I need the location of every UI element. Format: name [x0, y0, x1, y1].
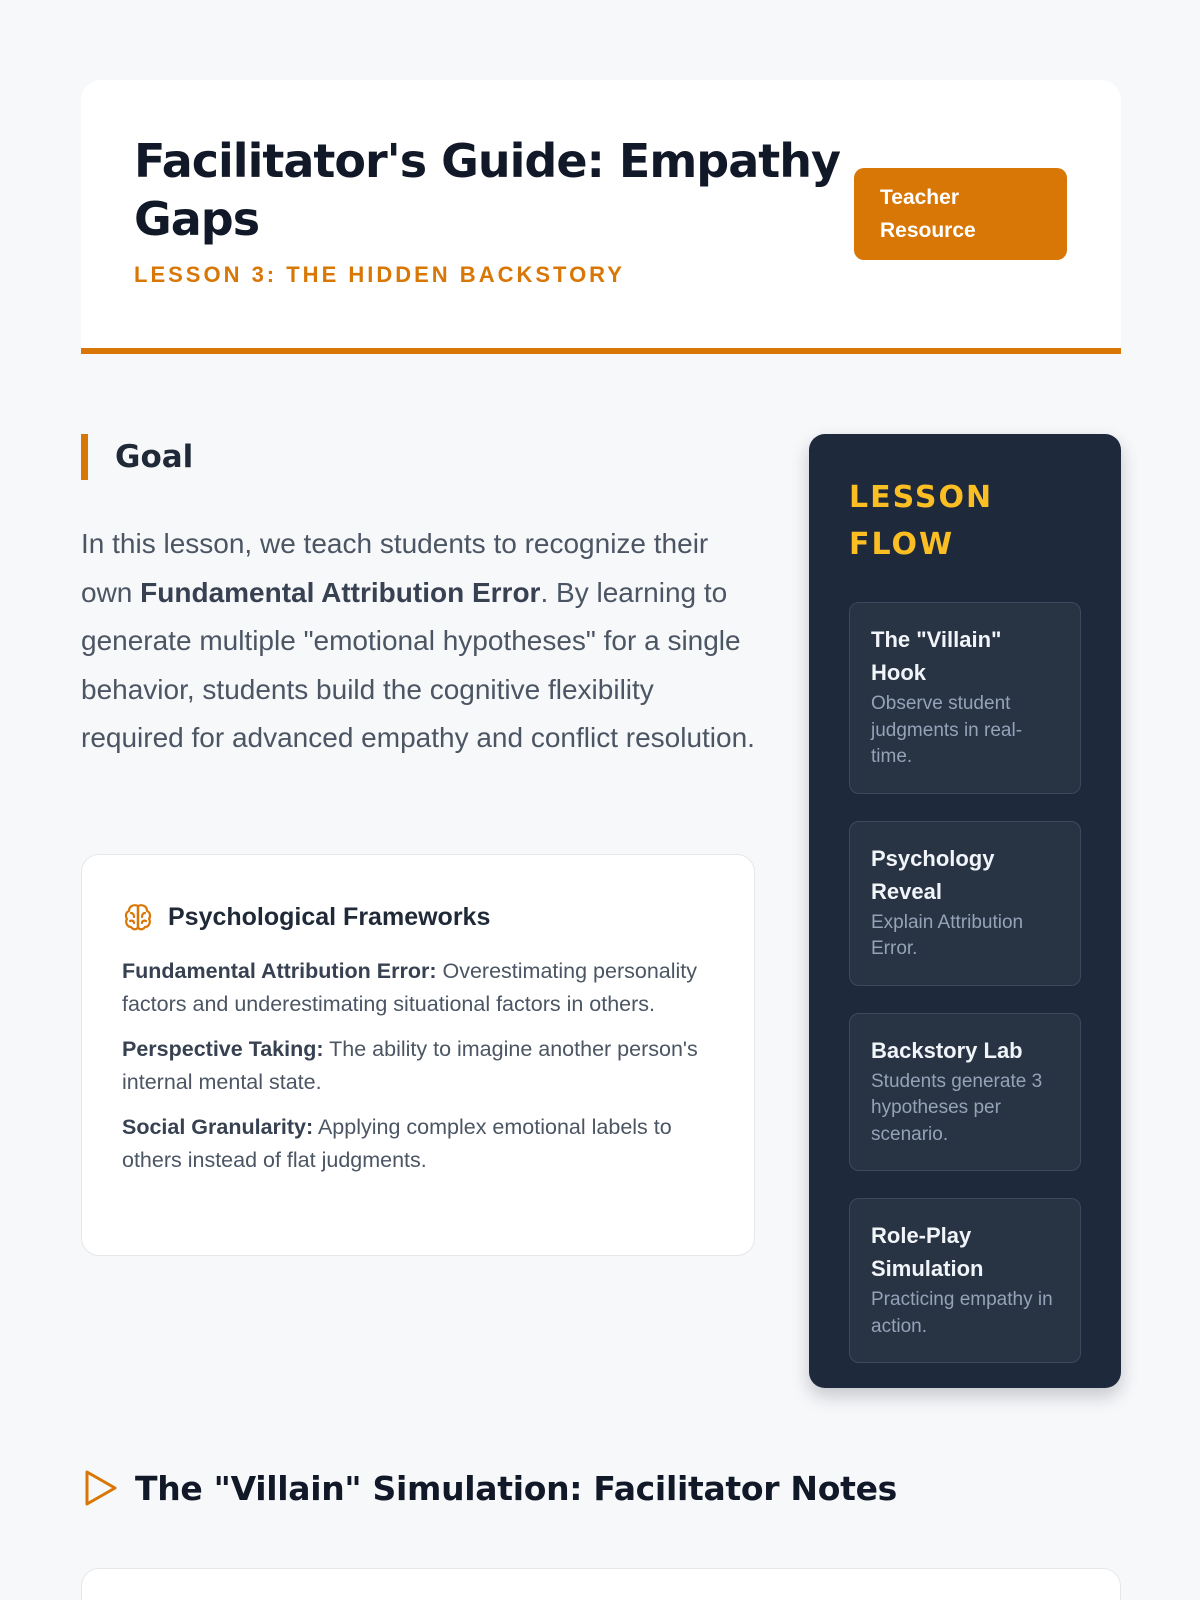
- flow-step-villain-hook[interactable]: [849, 602, 1081, 794]
- framework-term: Fundamental Attribution Error:: [122, 959, 437, 983]
- flow-step-name: Backstory Lab: [871, 1037, 1023, 1063]
- framework-item: [122, 1033, 714, 1099]
- page-header: [81, 80, 1121, 354]
- teacher-resource-badge: Teacher Resource: [854, 168, 1067, 260]
- framework-term: Perspective Taking:: [122, 1037, 324, 1061]
- flow-step-psychology-reveal[interactable]: [849, 821, 1081, 986]
- flow-step-role-play[interactable]: [849, 1198, 1081, 1363]
- flow-step-description: Practicing empathy in action.: [871, 1289, 1053, 1337]
- page-title: Facilitator's Guide: Empathy Gaps: [134, 134, 840, 246]
- framework-item: [122, 1111, 714, 1177]
- lesson-subtitle: LESSON 3: THE HIDDEN BACKSTORY: [134, 262, 625, 287]
- framework-definition: The ability to imagine another person's internal mental state.: [122, 1037, 698, 1094]
- flow-step-description: Observe student judgments in real-time.: [871, 693, 1023, 767]
- frameworks-header: [122, 897, 714, 937]
- flow-step-backstory-lab[interactable]: [849, 1013, 1081, 1172]
- simulation-header: [81, 1468, 897, 1508]
- framework-definition: Applying complex emotional labels to others instead of flat judgments.: [122, 1115, 672, 1172]
- goal-text-emphasis: Fundamental Attribution Error: [140, 576, 541, 608]
- goal-text: [81, 520, 761, 763]
- play-icon: [83, 1468, 119, 1508]
- framework-term: Social Granularity:: [122, 1115, 314, 1139]
- lesson-flow-sidebar: [809, 434, 1121, 1388]
- framework-definition: Overestimating personality factors and underestimating situational factors in others.: [122, 959, 698, 1016]
- brain-icon: [122, 901, 154, 933]
- framework-item: [122, 955, 714, 1021]
- simulation-notes-card: [81, 1568, 1121, 1600]
- goal-heading: Goal: [81, 434, 193, 480]
- flow-step-description: Explain Attribution Error.: [871, 911, 1024, 959]
- frameworks-title: Psychological Frameworks: [168, 902, 491, 931]
- frameworks-card: [81, 854, 755, 1256]
- flow-step-name: The "Villain" Hook: [871, 627, 1002, 685]
- simulation-title: The "Villain" Simulation: Facilitator Notes: [135, 1468, 898, 1508]
- goal-text-start: In this lesson, we teach students to recognize their own: [81, 528, 709, 608]
- lesson-flow-title: LESSON FLOW: [849, 480, 994, 562]
- flow-step-description: Students generate 3 hypotheses per scenario.: [871, 1070, 1043, 1145]
- flow-step-name: Psychology Reveal: [871, 845, 995, 904]
- goal-text-end: . By learning to generate multiple "emotional hypotheses" for a single behavior, students build the cognitive flexibility required for advanced empathy and conflict resolution.: [81, 576, 755, 753]
- flow-step-name: Role-Play Simulation: [871, 1223, 984, 1281]
